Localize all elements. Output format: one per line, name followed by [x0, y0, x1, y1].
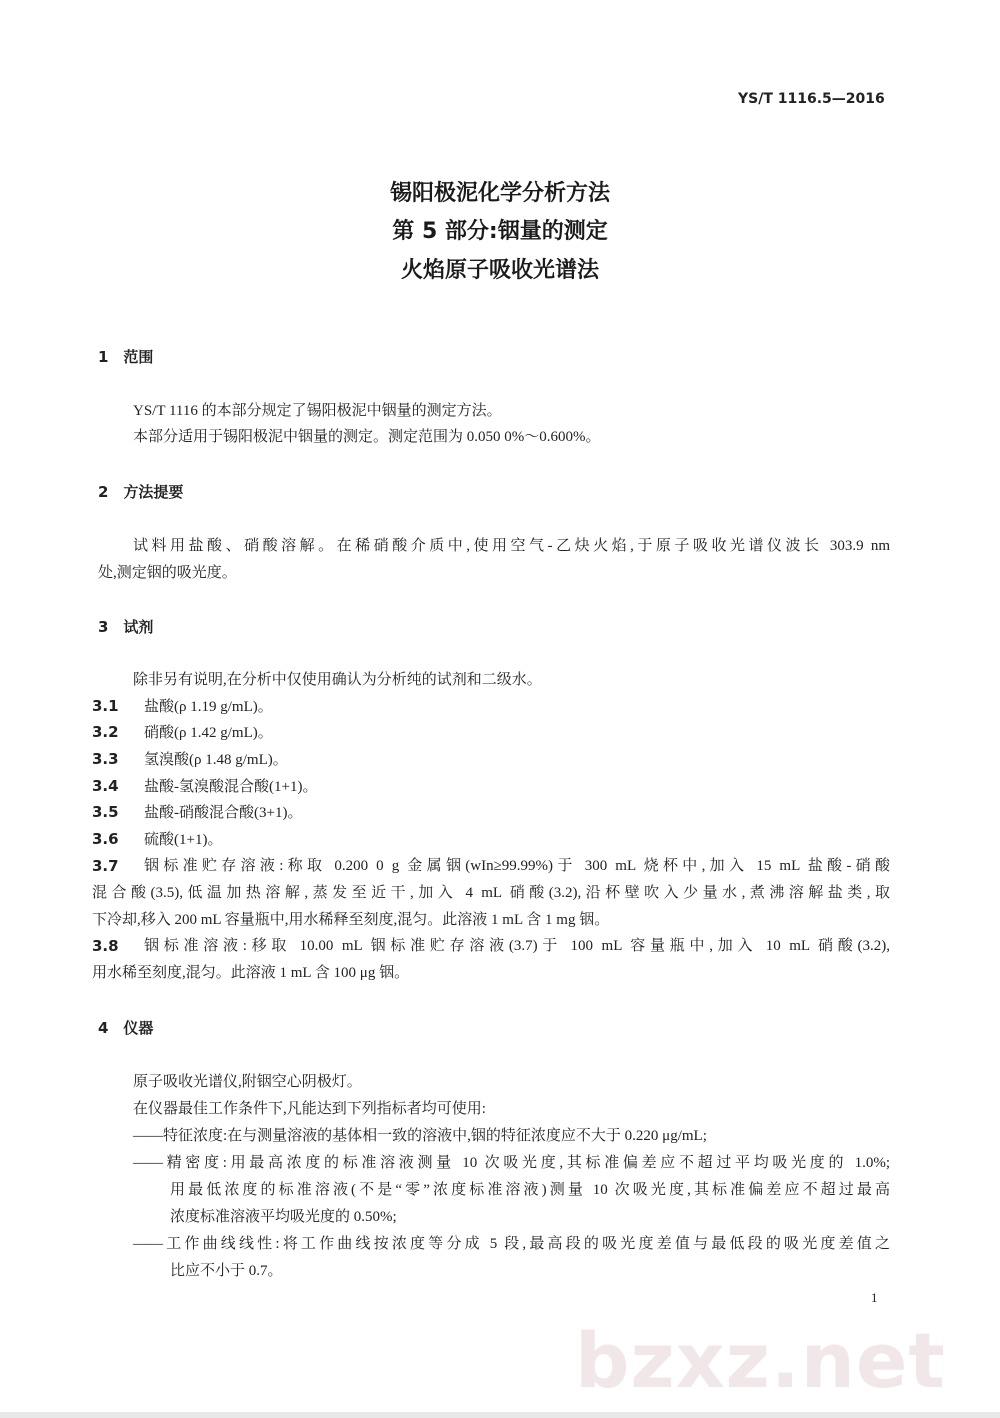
item-text: 盐酸-硝酸混合酸(3+1)。 — [144, 805, 303, 821]
item-text: 盐酸(ρ 1.19 g/mL)。 — [144, 699, 273, 715]
page-number: 1 — [871, 1290, 878, 1305]
section-3-heading: 3 试剂 — [98, 618, 154, 636]
section-2-heading: 2 方法提要 — [98, 483, 184, 501]
paragraph-line: YS/T 1116 的本部分规定了锡阳极泥中铟量的测定方法。 — [133, 403, 502, 419]
page-bottom-edge — [0, 1412, 1000, 1418]
item-text: 铟标准溶液:移取 10.00 mL 铟标准贮存溶液(3.7)于 100 mL 容量瓶中,加入 10 mL 硝酸(3.2), — [144, 938, 890, 954]
reagent-item — [92, 722, 273, 743]
section-4-heading: 4 仪器 — [98, 1019, 154, 1037]
reagent-item — [92, 936, 890, 956]
paragraph-line: 下冷却,移入 200 mL 容量瓶中,用水稀释至刻度,混匀。此溶液 1 mL 含 1 mg 铟。 — [92, 912, 610, 928]
item-number: 3.5 — [92, 803, 119, 821]
item-number: 3.8 — [92, 937, 119, 955]
paragraph-line: 用最低浓度的标准溶液(不是“零”浓度标准溶液)测量 10 次吸光度,其标准偏差应不超过最高 — [170, 1182, 890, 1198]
item-text: 氢溴酸(ρ 1.48 g/mL)。 — [144, 752, 288, 768]
paragraph-line: 本部分适用于锡阳极泥中铟量的测定。测定范围为 0.050 0%～0.600%。 — [133, 429, 601, 445]
paragraph-line: 原子吸收光谱仪,附铟空心阴极灯。 — [133, 1074, 362, 1090]
paragraph-line: 混合酸(3.5),低温加热溶解,蒸发至近干,加入 4 mL 硝酸(3.2),沿杯壁吹入少量水,煮沸溶解盐类,取 — [92, 885, 890, 901]
item-text: 硫酸(1+1)。 — [144, 832, 223, 848]
reagent-item — [92, 802, 302, 823]
title-line-3: 火焰原子吸收光谱法 — [400, 258, 599, 283]
list-item: ——工作曲线线性:将工作曲线按浓度等分成 5 段,最高段的吸光度差值与最低段的吸光度差值之 — [133, 1236, 890, 1252]
reagent-item — [92, 829, 222, 850]
list-item: ——特征浓度:在与测量溶液的基体相一致的溶液中,铟的特征浓度应不大于 0.220 μg/mL; — [133, 1128, 707, 1144]
list-item: ——精密度:用最高浓度的标准溶液测量 10 次吸光度,其标准偏差应不超过平均吸光度的 1.0%; — [133, 1155, 890, 1171]
reagent-item — [92, 776, 317, 797]
paragraph-line: 试料用盐酸、硝酸溶解。在稀硝酸介质中,使用空气-乙炔火焰,于原子吸收光谱仪波长 303.9 nm — [133, 538, 890, 554]
reagent-item — [92, 856, 890, 876]
reagent-item — [92, 696, 273, 717]
paragraph-line: 除非另有说明,在分析中仅使用确认为分析纯的试剂和二级水。 — [133, 672, 542, 688]
paragraph-line: 在仪器最佳工作条件下,凡能达到下列指标者均可使用: — [133, 1101, 486, 1117]
item-text: 铟标准贮存溶液:称取 0.200 0 g 金属铟(wIn≥99.99%)于 300 mL 烧杯中,加入 15 mL 盐酸-硝酸 — [144, 858, 890, 874]
item-number: 3.7 — [92, 857, 119, 875]
item-number: 3.4 — [92, 777, 119, 795]
paragraph-line: 处,测定铟的吸光度。 — [98, 565, 237, 581]
title-line-1: 锡阳极泥化学分析方法 — [389, 181, 610, 206]
watermark-logo: bzxz.net — [575, 1316, 946, 1405]
section-1-heading: 1 范围 — [98, 348, 154, 366]
standard-code: YS/T 1116.5—2016 — [738, 91, 885, 107]
item-number: 3.1 — [92, 697, 119, 715]
item-number: 3.2 — [92, 723, 119, 741]
reagent-item — [92, 749, 288, 770]
paragraph-line: 浓度标准溶液平均吸光度的 0.50%; — [170, 1209, 397, 1225]
item-number: 3.3 — [92, 750, 119, 768]
paragraph-line: 用水稀至刻度,混匀。此溶液 1 mL 含 100 μg 铟。 — [92, 965, 410, 981]
item-text: 盐酸-氢溴酸混合酸(1+1)。 — [144, 779, 318, 795]
item-text: 硝酸(ρ 1.42 g/mL)。 — [144, 725, 273, 741]
title-line-2: 第 5 部分:铟量的测定 — [392, 219, 608, 244]
paragraph-line: 比应不小于 0.7。 — [170, 1263, 283, 1279]
item-number: 3.6 — [92, 830, 119, 848]
